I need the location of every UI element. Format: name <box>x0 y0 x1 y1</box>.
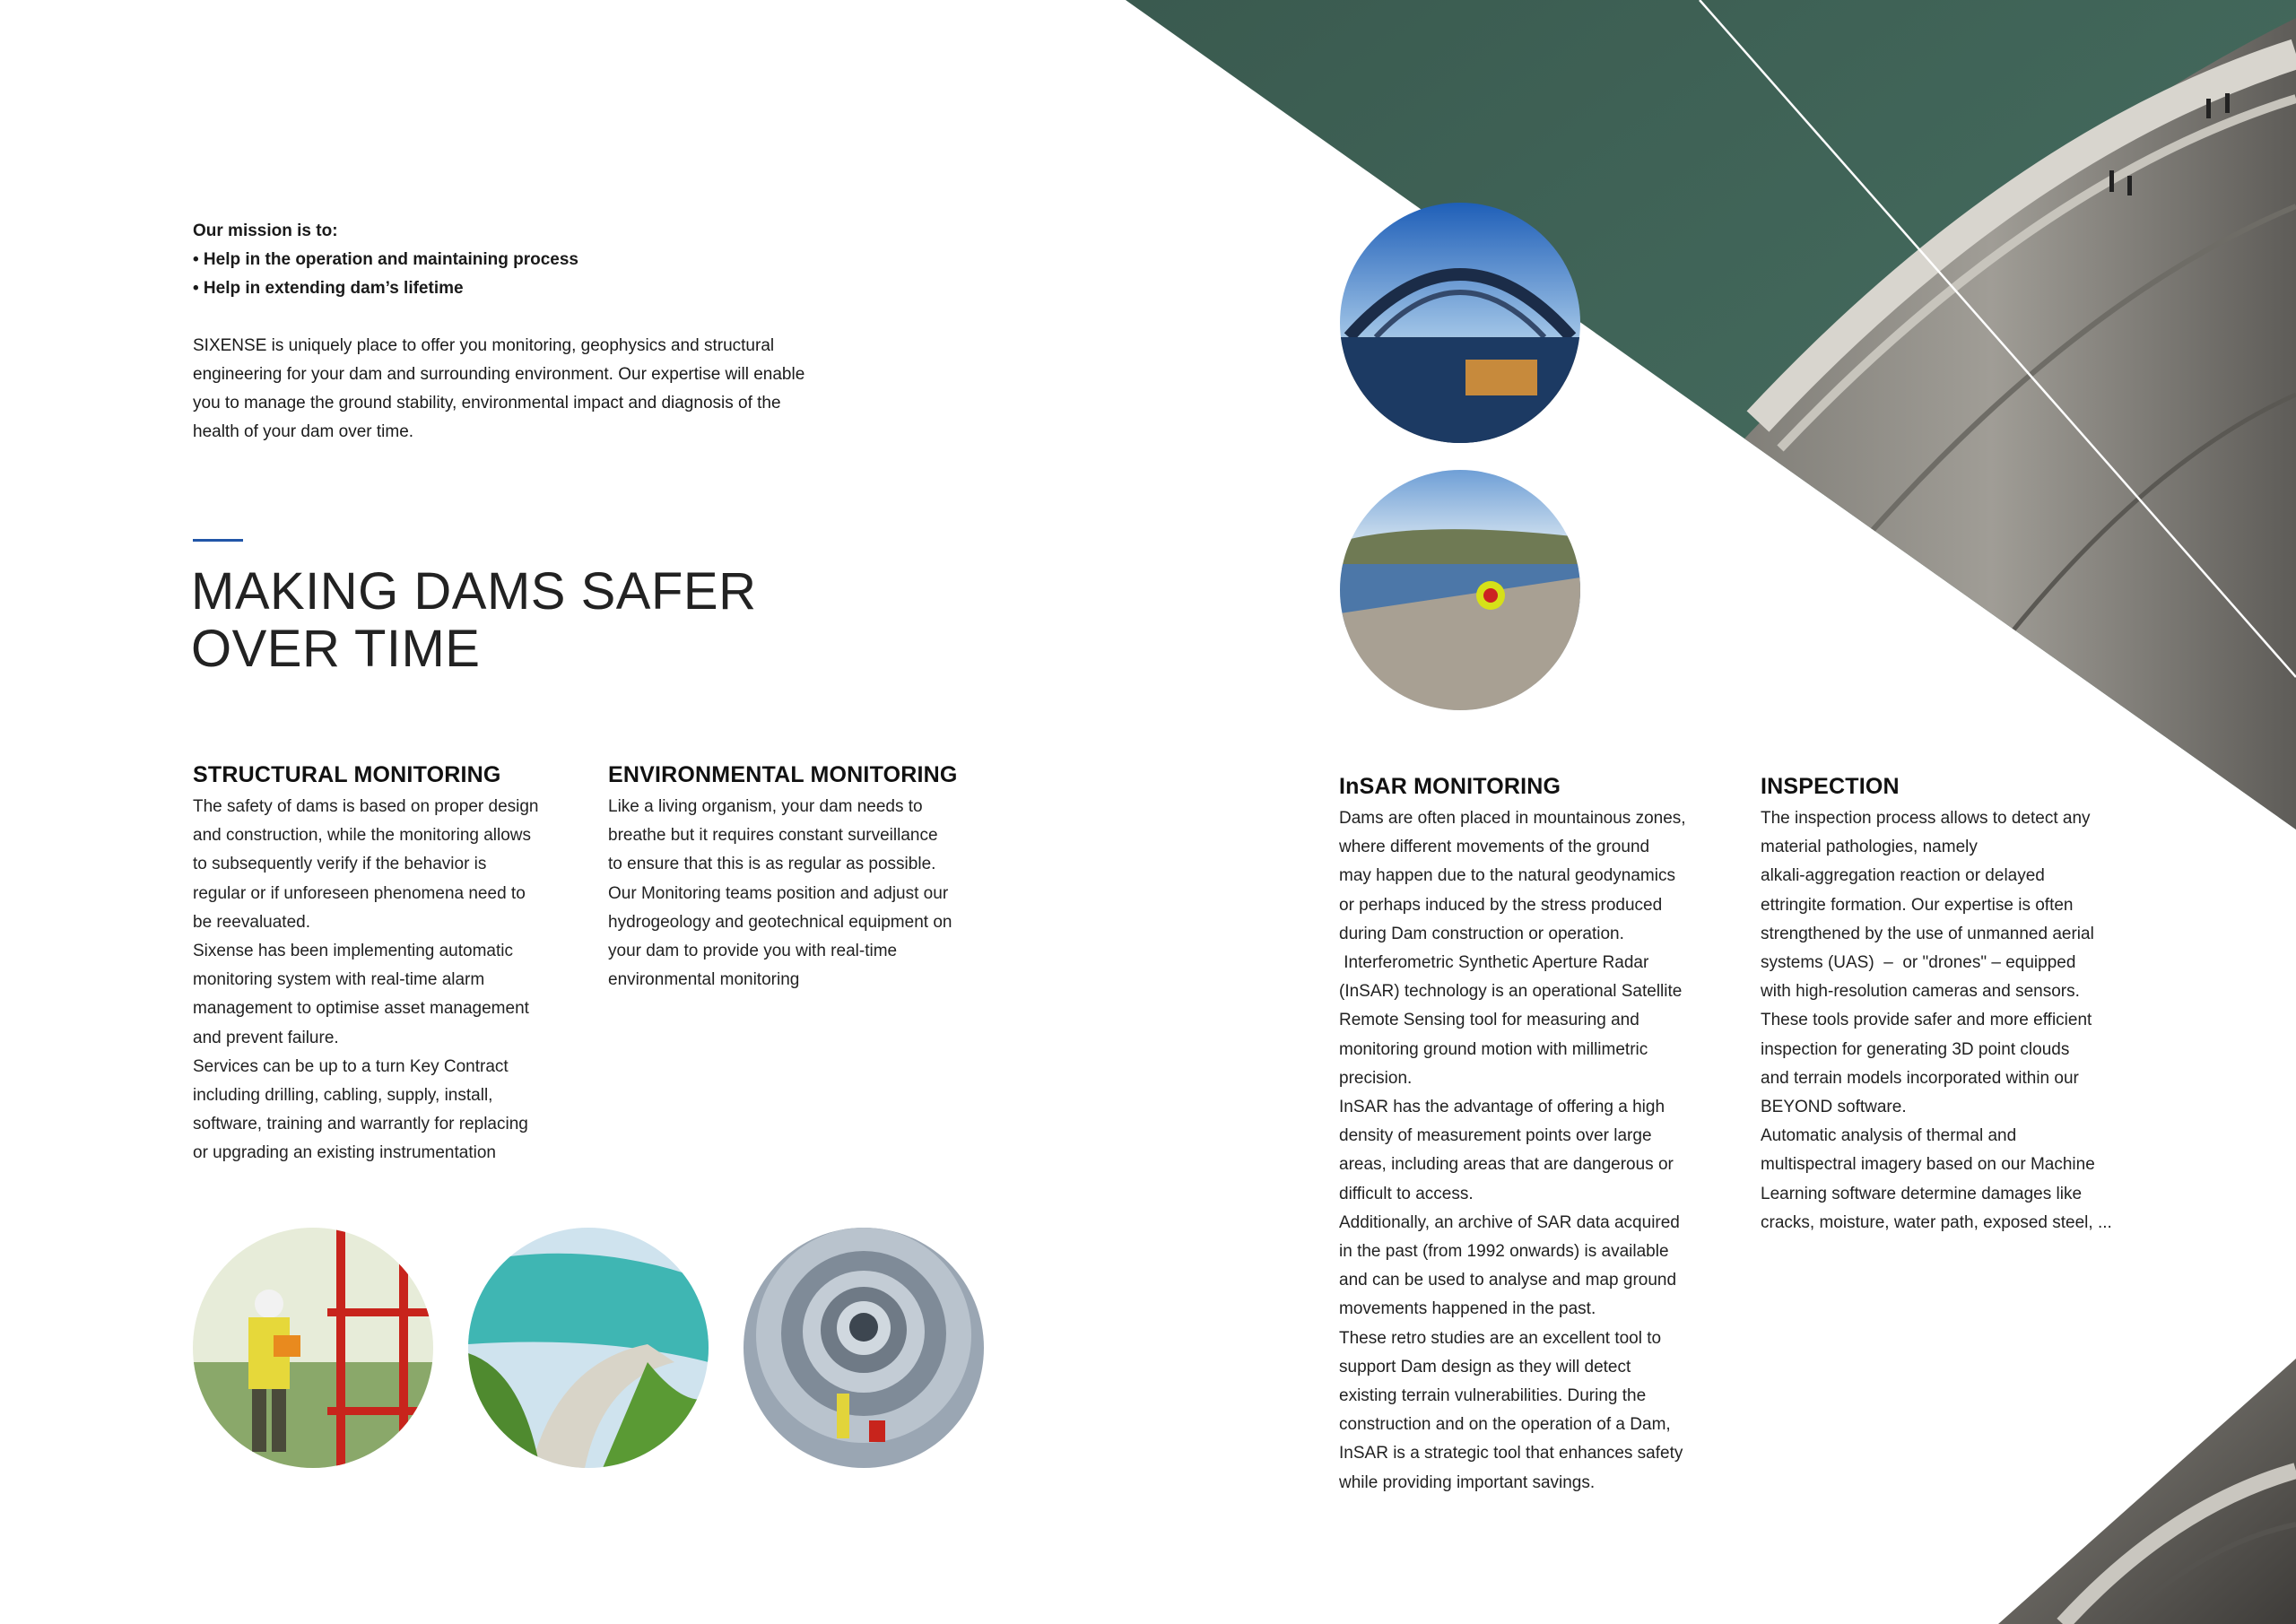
body-line: ettringite formation. Our expertise is often <box>1761 895 2074 915</box>
body-line: Automatic analysis of thermal and <box>1761 1126 2017 1146</box>
section-heading: INSPECTION <box>1761 774 1900 799</box>
body-line: including drilling, cabling, supply, install, <box>193 1086 493 1106</box>
intro-line: you to manage the ground stability, environmental impact and diagnosis of the <box>193 394 781 413</box>
intro-line: health of your dam over time. <box>193 422 414 441</box>
body-line: during Dam construction or operation. <box>1339 924 1624 943</box>
page-title <box>191 563 819 678</box>
body-line: software, training and warrantly for replacing <box>193 1115 528 1134</box>
body-line: precision. <box>1339 1068 1413 1088</box>
body-line: environmental monitoring <box>608 970 800 990</box>
body-line: monitoring system with real-time alarm <box>193 970 485 990</box>
body-line: be reevaluated. <box>193 912 310 932</box>
body-line: The inspection process allows to detect any <box>1761 809 2091 828</box>
section-heading: STRUCTURAL MONITORING <box>193 762 501 787</box>
section-body <box>1761 804 2137 1238</box>
body-line: or perhaps induced by the stress produced <box>1339 895 1663 915</box>
body-line: monitoring ground motion with millimetric <box>1339 1039 1648 1059</box>
title-accent-bar <box>193 539 243 542</box>
body-line: Learning software determine damages like <box>1761 1184 2083 1203</box>
page-title-line: MAKING DAMS SAFER <box>191 562 757 621</box>
body-line: and construction, while the monitoring allows <box>193 826 532 846</box>
body-line: multispectral imagery based on our Machine <box>1761 1155 2095 1175</box>
mission-block <box>193 217 839 447</box>
inspection-section <box>1761 772 2137 1238</box>
body-line: Interferometric Synthetic Aperture Radar <box>1339 953 1649 973</box>
body-line: may happen due to the natural geodynamics <box>1339 866 1675 886</box>
reservoir-survey-photo <box>1340 470 1580 710</box>
body-line: Sixense has been implementing automatic <box>193 942 513 961</box>
body-line: support Dam design as they will detect <box>1339 1357 1631 1376</box>
body-line: construction and on the operation of a Dam, <box>1339 1415 1671 1435</box>
mission-intro <box>193 332 839 447</box>
body-line: regular or if unforeseen phenomena need to <box>193 883 526 903</box>
body-line: with high-resolution cameras and sensors. <box>1761 982 2080 1002</box>
body-line: Remote Sensing tool for measuring and <box>1339 1011 1639 1030</box>
body-line: movements happened in the past. <box>1339 1299 1596 1319</box>
body-line: Services can be up to a turn Key Contract <box>193 1056 509 1076</box>
body-line: difficult to access. <box>1339 1184 1474 1203</box>
structural-monitoring-section <box>193 760 552 1168</box>
section-body <box>608 793 967 994</box>
body-line: Our Monitoring teams position and adjust our <box>608 883 949 903</box>
intro-line: engineering for your dam and surrounding environment. Our expertise will enable <box>193 365 805 384</box>
body-line: BEYOND software. <box>1761 1098 1907 1117</box>
section-heading: InSAR MONITORING <box>1339 774 1561 799</box>
intro-line: SIXENSE is uniquely place to offer you monitoring, geophysics and structural <box>193 336 775 355</box>
body-line: in the past (from 1992 onwards) is available <box>1339 1242 1669 1262</box>
page-title-line: OVER TIME <box>191 620 481 678</box>
body-line: and prevent failure. <box>193 1028 339 1047</box>
body-line: where different movements of the ground <box>1339 838 1650 857</box>
body-line: your dam to provide you with real-time <box>608 942 898 961</box>
body-line: material pathologies, namely <box>1761 838 1978 857</box>
body-line: Additionally, an archive of SAR data acquired <box>1339 1212 1680 1232</box>
body-line: management to optimise asset management <box>193 999 529 1019</box>
body-line: InSAR has the advantage of offering a high <box>1339 1098 1665 1117</box>
body-line: These retro studies are an excellent tool to <box>1339 1328 1662 1348</box>
section-body <box>1339 804 1702 1498</box>
body-line: and terrain models incorporated within our <box>1761 1068 2079 1088</box>
section-heading: ENVIRONMENTAL MONITORING <box>608 762 958 787</box>
body-line: inspection for generating 3D point clouds <box>1761 1039 2070 1059</box>
insar-monitoring-section <box>1339 772 1702 1498</box>
engineer-scaffold-photo <box>193 1228 433 1468</box>
body-line: to subsequently verify if the behavior is <box>193 855 487 874</box>
body-line: The safety of dams is based on proper design <box>193 797 539 816</box>
mission-heading: Our mission is to: <box>193 221 338 240</box>
body-line: density of measurement points over large <box>1339 1126 1652 1146</box>
body-line: or upgrading an existing instrumentation <box>193 1143 496 1163</box>
body-line: breathe but it requires constant surveillance <box>608 826 938 846</box>
arch-dam-aerial-photo <box>468 1228 709 1468</box>
environmental-monitoring-section <box>608 760 967 994</box>
body-line: alkali-aggregation reaction or delayed <box>1761 866 2045 886</box>
body-line: These tools provide safer and more efficient <box>1761 1011 2092 1030</box>
bridge-photo <box>1340 203 1580 443</box>
body-line: strengthened by the use of unmanned aerial <box>1761 924 2094 943</box>
section-body <box>193 793 552 1168</box>
body-line: Dams are often placed in mountainous zones, <box>1339 809 1686 828</box>
mission-bullet: • Help in extending dam’s lifetime <box>193 279 464 298</box>
body-line: systems (UAS) – or "drones" – equipped <box>1761 953 2076 973</box>
body-line: to ensure that this is as regular as possible. <box>608 855 936 874</box>
body-line: while providing important savings. <box>1339 1472 1596 1492</box>
body-line: existing terrain vulnerabilities. During the <box>1339 1386 1647 1406</box>
body-line: cracks, moisture, water path, exposed steel, ... <box>1761 1212 2112 1232</box>
body-line: (InSAR) technology is an operational Satellite <box>1339 982 1683 1002</box>
body-line: and can be used to analyse and map ground <box>1339 1271 1677 1290</box>
mission-bullet: • Help in the operation and maintaining process <box>193 250 578 269</box>
body-line: InSAR is a strategic tool that enhances safety <box>1339 1444 1683 1463</box>
tunnel-survey-photo <box>744 1228 984 1468</box>
body-line: Like a living organism, your dam needs to <box>608 797 923 816</box>
body-line: hydrogeology and geotechnical equipment on <box>608 912 952 932</box>
body-line: areas, including areas that are dangerous or <box>1339 1155 1674 1175</box>
